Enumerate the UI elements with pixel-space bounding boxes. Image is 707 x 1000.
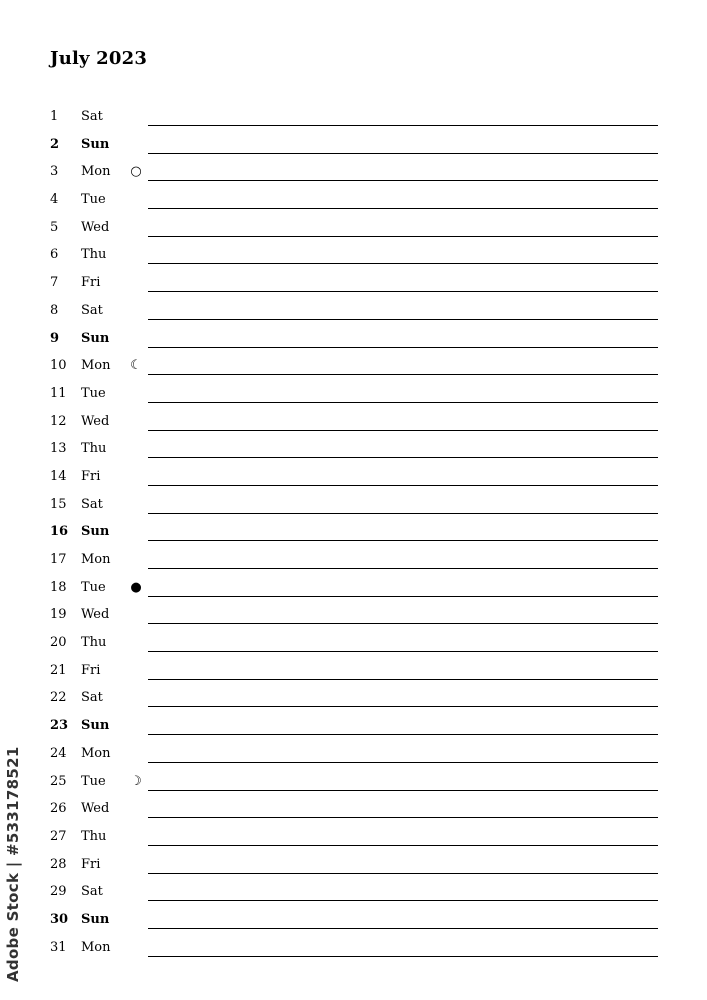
day-number: 1 — [50, 109, 59, 124]
day-number: 5 — [50, 219, 59, 235]
day-row — [0, 795, 707, 823]
day-row — [0, 380, 707, 408]
writing-line[interactable] — [148, 956, 658, 957]
writing-line[interactable] — [148, 762, 658, 763]
weekday-label: Sat — [81, 109, 103, 124]
weekday-label: Mon — [81, 358, 111, 374]
day-number: 17 — [50, 552, 67, 567]
writing-line[interactable] — [148, 402, 658, 403]
weekday-label: Wed — [81, 219, 110, 235]
weekday-label: Tue — [81, 579, 106, 595]
writing-line[interactable] — [148, 430, 658, 431]
weekday-label: Sat — [81, 690, 103, 706]
day-number: 27 — [50, 828, 67, 844]
day-row — [0, 186, 707, 214]
writing-line[interactable] — [148, 734, 658, 735]
weekday-label: Wed — [81, 801, 110, 817]
day-row — [0, 601, 707, 629]
weekday-label: Sun — [81, 911, 110, 927]
moon-phase-icon: ● — [130, 579, 142, 595]
day-row — [0, 269, 707, 297]
day-row — [0, 435, 707, 463]
weekday-label: Mon — [81, 552, 111, 567]
weekday-label: Sun — [81, 330, 110, 346]
moon-phase-icon: ☾ — [130, 358, 142, 374]
weekday-label: Sat — [81, 302, 103, 318]
day-row — [0, 906, 707, 934]
weekday-label: Mon — [81, 745, 111, 761]
writing-line[interactable] — [148, 485, 658, 486]
day-number: 26 — [50, 801, 67, 817]
writing-line[interactable] — [148, 180, 658, 181]
weekday-label: Tue — [81, 773, 106, 789]
day-row — [0, 851, 707, 879]
writing-line[interactable] — [148, 513, 658, 514]
day-number: 7 — [50, 275, 59, 291]
writing-line[interactable] — [148, 457, 658, 458]
day-row — [0, 574, 707, 602]
day-number: 8 — [50, 302, 59, 318]
day-number: 6 — [50, 247, 59, 263]
day-number: 4 — [50, 192, 59, 208]
day-row — [0, 103, 707, 131]
weekday-label: Fri — [81, 662, 101, 678]
writing-line[interactable] — [148, 596, 658, 597]
day-number: 23 — [50, 718, 69, 734]
writing-line[interactable] — [148, 817, 658, 818]
writing-line[interactable] — [148, 263, 658, 264]
day-row — [0, 657, 707, 685]
day-number: 12 — [50, 413, 67, 429]
day-row — [0, 463, 707, 491]
day-number: 3 — [50, 164, 59, 180]
day-number: 20 — [50, 635, 67, 651]
day-row — [0, 297, 707, 325]
day-row — [0, 518, 707, 546]
weekday-label: Thu — [81, 828, 107, 844]
day-number: 16 — [50, 524, 69, 540]
day-row — [0, 823, 707, 851]
writing-line[interactable] — [148, 651, 658, 652]
day-number: 22 — [50, 690, 67, 706]
day-row — [0, 878, 707, 906]
weekday-label: Sat — [81, 884, 103, 900]
day-number: 10 — [50, 358, 67, 374]
day-number: 28 — [50, 856, 67, 872]
writing-line[interactable] — [148, 208, 658, 209]
writing-line[interactable] — [148, 623, 658, 624]
weekday-label: Tue — [81, 192, 106, 208]
weekday-label: Sun — [81, 136, 110, 152]
moon-phase-icon: ☽ — [130, 773, 142, 789]
moon-phase-icon: ○ — [130, 164, 142, 180]
day-number: 2 — [50, 136, 60, 152]
day-number: 19 — [50, 607, 67, 623]
day-number: 15 — [50, 496, 67, 512]
day-row — [0, 158, 707, 186]
weekday-label: Sat — [81, 496, 103, 512]
writing-line[interactable] — [148, 845, 658, 846]
day-row — [0, 491, 707, 519]
writing-line[interactable] — [148, 568, 658, 569]
day-number: 25 — [50, 773, 67, 789]
day-number: 30 — [50, 911, 69, 927]
weekday-label: Thu — [81, 247, 107, 263]
writing-line[interactable] — [148, 125, 658, 126]
weekday-label: Fri — [81, 275, 101, 291]
page-title: July 2023 — [50, 48, 148, 69]
day-row — [0, 934, 707, 962]
day-row — [0, 740, 707, 768]
day-number: 24 — [50, 745, 67, 761]
weekday-label: Fri — [81, 856, 101, 872]
weekday-label: Wed — [81, 413, 110, 429]
writing-line[interactable] — [148, 236, 658, 237]
day-row — [0, 131, 707, 159]
writing-line[interactable] — [148, 291, 658, 292]
day-row — [0, 325, 707, 353]
day-number: 11 — [50, 385, 67, 401]
day-row — [0, 408, 707, 436]
day-row — [0, 352, 707, 380]
writing-line[interactable] — [148, 873, 658, 874]
weekday-label: Fri — [81, 468, 101, 484]
day-row — [0, 684, 707, 712]
day-row — [0, 629, 707, 657]
day-number: 31 — [50, 939, 67, 955]
writing-line[interactable] — [148, 374, 658, 375]
writing-line[interactable] — [148, 790, 658, 791]
day-number: 9 — [50, 330, 60, 346]
day-number: 13 — [50, 441, 67, 457]
writing-line[interactable] — [148, 900, 658, 901]
writing-line[interactable] — [148, 679, 658, 680]
day-list — [0, 103, 707, 961]
day-number: 29 — [50, 884, 67, 900]
weekday-label: Thu — [81, 635, 107, 651]
day-row — [0, 241, 707, 269]
writing-line[interactable] — [148, 153, 658, 154]
day-number: 18 — [50, 579, 67, 595]
day-row — [0, 214, 707, 242]
writing-line[interactable] — [148, 706, 658, 707]
day-row — [0, 768, 707, 796]
writing-line[interactable] — [148, 319, 658, 320]
writing-line[interactable] — [148, 928, 658, 929]
weekday-label: Wed — [81, 607, 110, 623]
weekday-label: Sun — [81, 718, 110, 734]
weekday-label: Tue — [81, 385, 106, 401]
weekday-label: Mon — [81, 164, 111, 180]
writing-line[interactable] — [148, 347, 658, 348]
day-number: 14 — [50, 468, 67, 484]
writing-line[interactable] — [148, 540, 658, 541]
weekday-label: Thu — [81, 441, 107, 457]
day-row — [0, 712, 707, 740]
weekday-label: Sun — [81, 524, 110, 540]
day-number: 21 — [50, 662, 67, 678]
weekday-label: Mon — [81, 939, 111, 955]
day-row — [0, 546, 707, 574]
stock-watermark: Adobe Stock | #533178521 — [4, 746, 22, 982]
